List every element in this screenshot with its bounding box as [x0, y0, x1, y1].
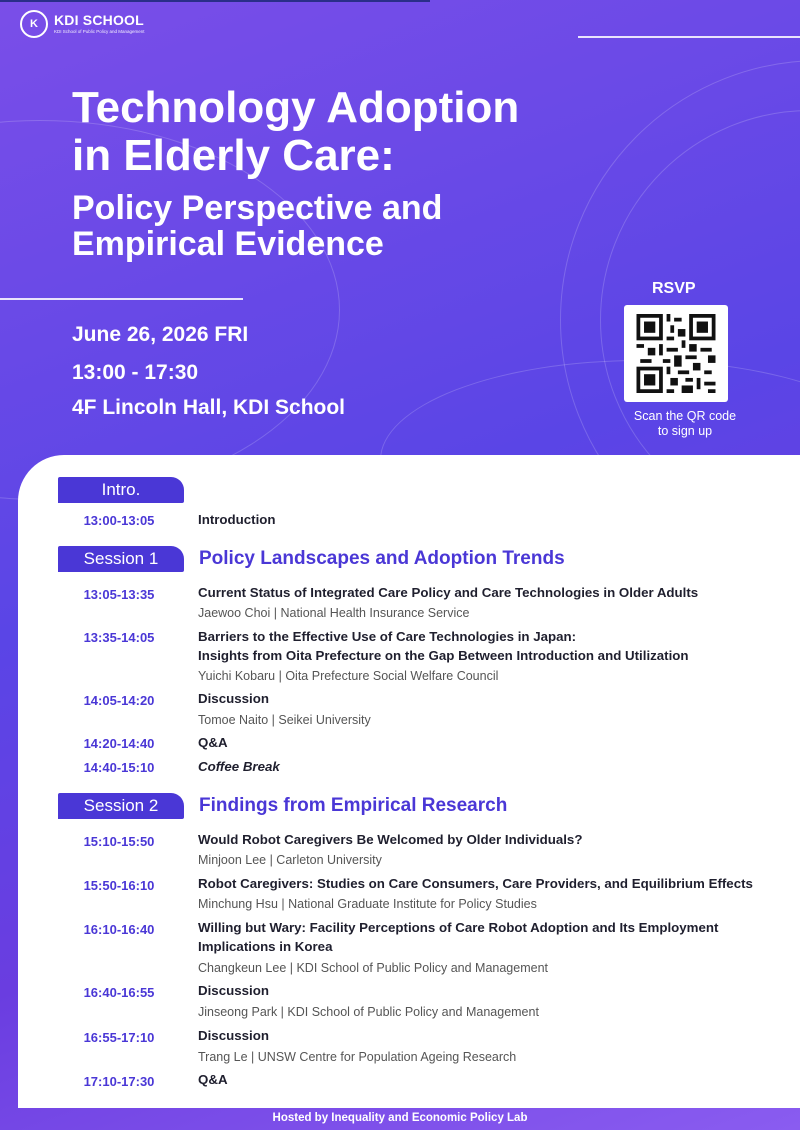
talk-title: Discussion — [198, 691, 269, 706]
speaker-info: Trang Le | UNSW Centre for Population Ageing Research — [198, 1050, 517, 1064]
event-date: June 26, 2026 FRI — [72, 323, 249, 346]
qr-caption — [610, 409, 760, 439]
schedule-time: 15:50-16:10 — [83, 878, 155, 893]
talk-title-line-2: Implications in Korea — [198, 939, 333, 954]
speaker-info: Changkeun Lee | KDI School of Public Policy and Management — [198, 961, 548, 975]
talk-title: Q&A — [198, 735, 228, 750]
schedule-time: 16:10-16:40 — [83, 922, 155, 937]
qr-caption-line-1: Scan the QR code — [633, 409, 737, 423]
speaker-info: Yuichi Kobaru | Oita Prefecture Social Welfare Council — [198, 669, 499, 683]
talk-title-line-2: Insights from Oita Prefecture on the Gap Between Introduction and Utilization — [198, 648, 689, 663]
talk-title: Discussion — [198, 983, 269, 998]
kdi-logo — [20, 10, 145, 38]
speaker-info: Minchung Hsu | National Graduate Institute for Policy Studies — [198, 897, 537, 911]
title-line-2: in Elderly Care: — [72, 131, 395, 180]
session-1-label: Session 1 — [58, 546, 184, 572]
page-subtitle — [72, 190, 712, 262]
event-venue: 4F Lincoln Hall, KDI School — [72, 396, 346, 419]
qr-code-icon[interactable] — [624, 305, 728, 402]
page-title — [72, 84, 712, 180]
kdi-emblem-icon: K — [20, 10, 48, 38]
intro-label: Intro. — [58, 477, 184, 503]
schedule-time: 13:35-14:05 — [83, 630, 155, 645]
schedule-time: 14:20-14:40 — [83, 736, 155, 751]
qr-caption-line-2: to sign up — [657, 424, 713, 438]
divider-line — [578, 36, 800, 38]
speaker-info: Jinseong Park | KDI School of Public Policy and Management — [198, 1005, 539, 1019]
top-accent-line — [0, 0, 430, 2]
subtitle-line-2: Empirical Evidence — [72, 225, 384, 263]
session-2-label: Session 2 — [58, 793, 184, 819]
subtitle-line-1: Policy Perspective and — [72, 189, 443, 227]
logo-name: KDI SCHOOL — [54, 12, 144, 28]
schedule-time: 17:10-17:30 — [83, 1074, 155, 1089]
speaker-info: Tomoe Naito | Seikei University — [198, 713, 371, 727]
schedule-time: 14:40-15:10 — [83, 760, 155, 775]
talk-title: Would Robot Caregivers Be Welcomed by Older Individuals? — [198, 832, 583, 847]
schedule-time: 16:40-16:55 — [83, 985, 155, 1000]
intro-title: Introduction — [198, 512, 276, 527]
speaker-info: Minjoon Lee | Carleton University — [198, 853, 382, 867]
talk-title: Barriers to the Effective Use of Care Technologies in Japan: — [198, 629, 577, 644]
talk-title: Q&A — [198, 1072, 228, 1087]
logo-subtitle: KDI School of Public Policy and Management — [54, 29, 145, 34]
session-1-title: Policy Landscapes and Adoption Trends — [199, 548, 565, 569]
qr-code-graphic — [634, 314, 718, 393]
schedule-time: 14:05-14:20 — [83, 693, 155, 708]
divider-line — [0, 298, 243, 300]
speaker-info: Jaewoo Choi | National Health Insurance Service — [198, 606, 470, 620]
session-2-title: Findings from Empirical Research — [199, 795, 508, 816]
talk-title: Willing but Wary: Facility Perceptions of Care Robot Adoption and Its Employment — [198, 920, 719, 935]
coffee-break-title: Coffee Break — [198, 759, 280, 774]
talk-title: Current Status of Integrated Care Policy and Care Technologies in Older Adults — [198, 585, 699, 600]
event-time: 13:00 - 17:30 — [72, 361, 199, 384]
schedule-time: 16:55-17:10 — [83, 1030, 155, 1045]
schedule-time: 15:10-15:50 — [83, 834, 155, 849]
rsvp-label: RSVP — [652, 280, 696, 297]
intro-time: 13:00-13:05 — [83, 513, 155, 528]
talk-title: Robot Caregivers: Studies on Care Consumers, Care Providers, and Equilibrium Effects — [198, 876, 753, 891]
talk-title: Discussion — [198, 1028, 269, 1043]
footer-host: Hosted by Inequality and Economic Policy Lab — [272, 1112, 528, 1124]
schedule-time: 13:05-13:35 — [83, 587, 155, 602]
title-line-1: Technology Adoption — [72, 83, 520, 132]
